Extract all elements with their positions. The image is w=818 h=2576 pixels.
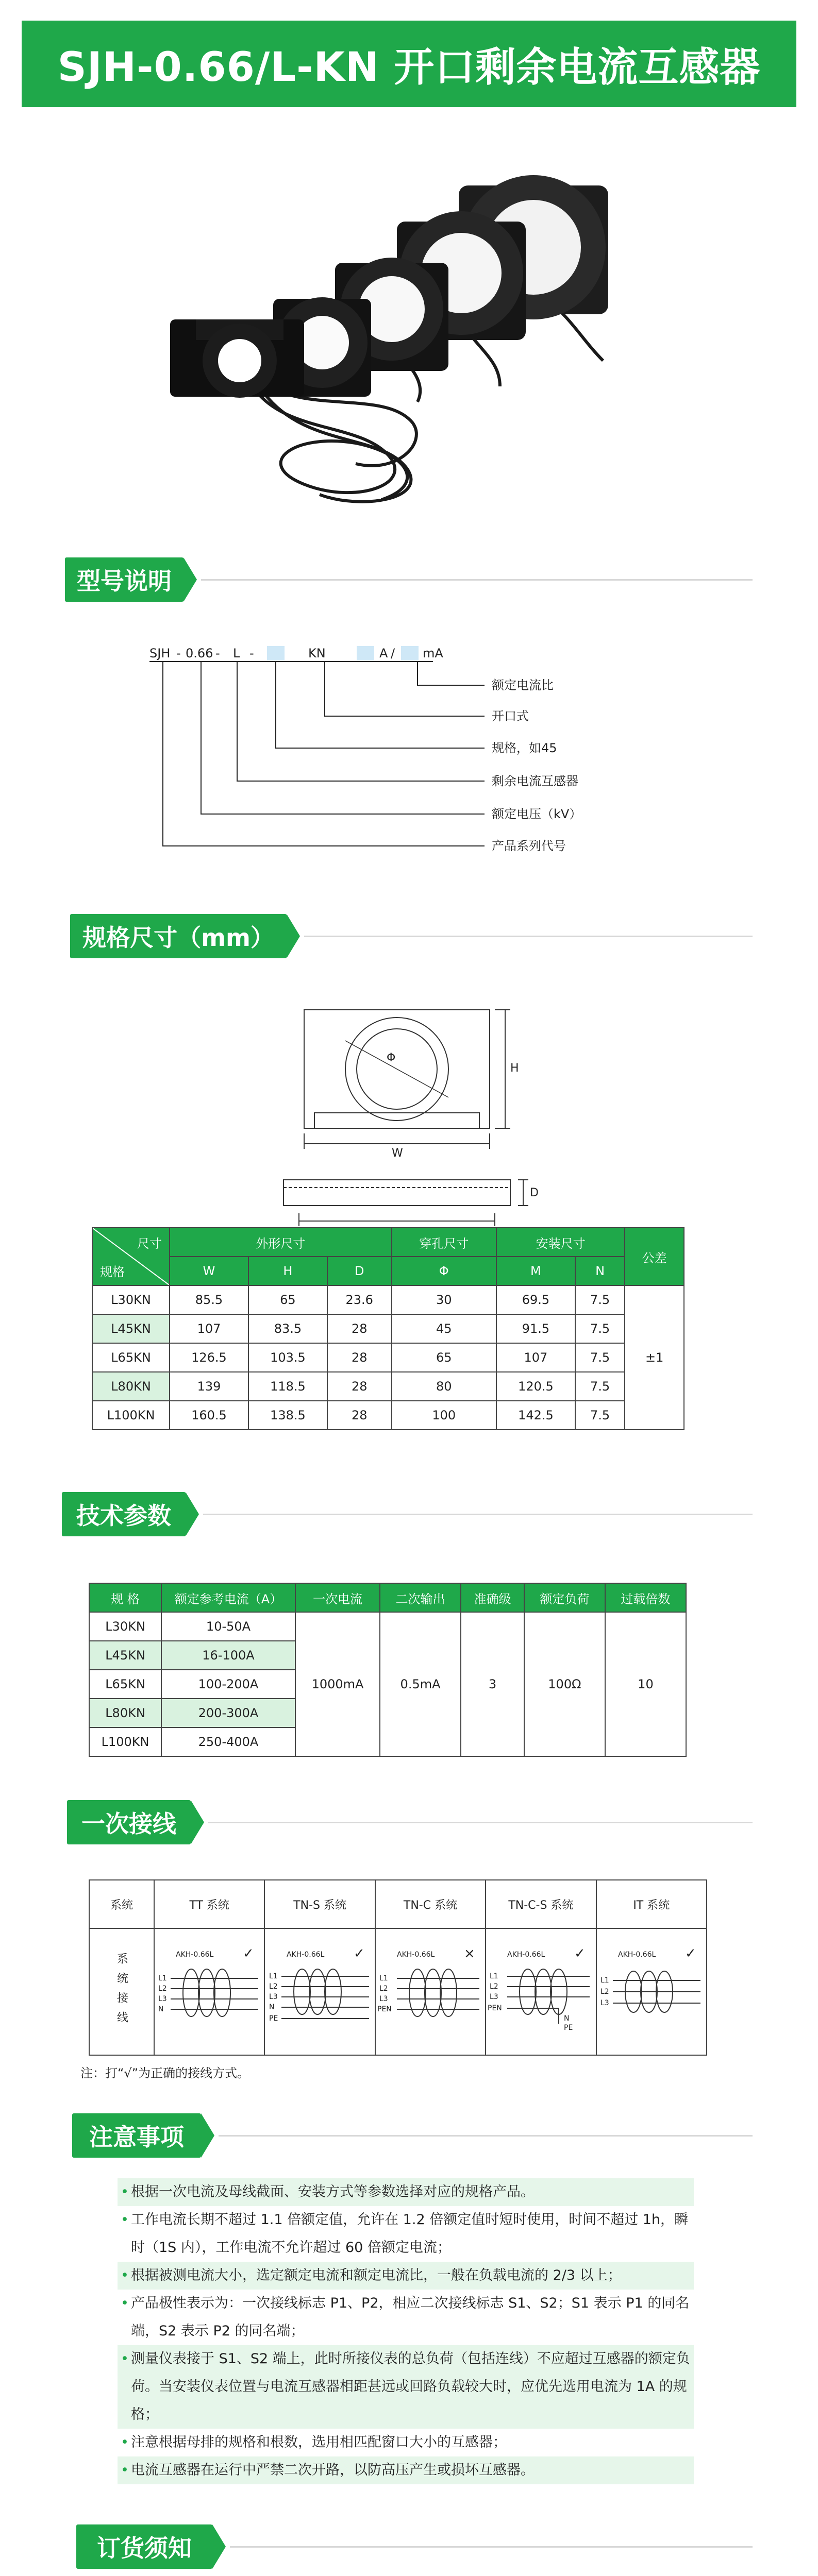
code-label-spec: 规格，如45 xyxy=(492,741,557,755)
tech-burden: 100Ω xyxy=(524,1612,605,1756)
list-item: • 根据一次电流及母线截面、安装方式等参数选择对应的规格产品。 xyxy=(118,2178,694,2206)
table-cell: L65KN xyxy=(92,1343,170,1372)
table-cell: L80KN xyxy=(92,1372,170,1401)
dim-label-phi: Φ xyxy=(387,1052,396,1064)
table-cell: 准确级 xyxy=(461,1583,524,1612)
table-cell: 139 xyxy=(170,1372,248,1401)
table-cell: 118.5 xyxy=(248,1372,327,1401)
title-banner xyxy=(22,21,796,107)
diagram-mark: L3 xyxy=(269,1993,278,2001)
list-item: • 根据被测电流大小，选定额定电流和额定电流比，一般在负载电流的 2/3 以上； xyxy=(118,2262,694,2290)
diagram-mark: L1 xyxy=(158,1974,167,1982)
code-voltage: 0.66 xyxy=(186,646,213,660)
list-item: • 测量仪表接于 S1、S2 端上，此时所接仪表的总负荷（包括连线）不应超过互感器的额定负荷。当安装仪表位置与电流互感器相距甚远或回路负载较大时，应优先选用电流为 1A 的规格； xyxy=(118,2345,694,2429)
table-cell: 85.5 xyxy=(170,1285,248,1314)
table-cell: 91.5 xyxy=(496,1314,575,1343)
table-cell: 二次输出 xyxy=(380,1583,461,1612)
diagram-mark: AKH-0.66L xyxy=(507,1951,545,1959)
wiring-diagram-tt xyxy=(154,1928,264,2055)
table-cell: 7.5 xyxy=(575,1285,625,1314)
table-cell: 160.5 xyxy=(170,1401,248,1430)
section-title-wiring: 一次接线 xyxy=(67,1800,191,1844)
diagram-mark: L2 xyxy=(269,1982,278,1991)
dims-row xyxy=(92,1401,684,1430)
diagram-mark: L3 xyxy=(600,1999,609,2007)
dims-tolerance: ±1 xyxy=(625,1285,684,1430)
list-item: • 电流互感器在运行中严禁二次开路，以防高压产生或损坏互感器。 xyxy=(118,2456,694,2484)
table-cell: 100-200A xyxy=(161,1670,295,1699)
diagram-mark xyxy=(357,646,374,660)
diagram-mark xyxy=(237,662,485,781)
code-label-voltage: 额定电压（kV） xyxy=(492,807,582,821)
wiring-system-tns: TN-S 系统 xyxy=(264,1880,375,1928)
table-cell: 16-100A xyxy=(161,1641,295,1670)
table-cell: 142.5 xyxy=(496,1401,575,1430)
dims-header-mount: 安装尺寸 xyxy=(496,1228,625,1257)
code-label-type: 剩余电流互感器 xyxy=(492,774,578,788)
table-cell: 过载倍数 xyxy=(605,1583,686,1612)
dims-row xyxy=(92,1285,684,1314)
table-cell: 28 xyxy=(327,1314,392,1343)
diagram-mark xyxy=(267,646,285,660)
table-cell: W xyxy=(170,1257,248,1285)
wiring-diagram-tns xyxy=(264,1928,375,2055)
table-cell: 额定参考电流（A） xyxy=(161,1583,295,1612)
notes-list xyxy=(118,2178,694,2484)
section-divider xyxy=(219,2135,753,2137)
table-cell: L100KN xyxy=(92,1401,170,1430)
table-cell: 28 xyxy=(327,1343,392,1372)
table-cell: L30KN xyxy=(92,1285,170,1314)
section-divider xyxy=(304,936,753,937)
wiring-diagram-it xyxy=(596,1928,707,2055)
model-code-diagram xyxy=(144,639,608,886)
table-cell: 7.5 xyxy=(575,1343,625,1372)
table-cell: 规 格 xyxy=(89,1583,161,1612)
section-divider xyxy=(203,1514,753,1515)
diagram-mark xyxy=(276,662,485,748)
diagram-mark: PE xyxy=(269,2014,278,2023)
wiring-system-tt: TT 系统 xyxy=(154,1880,264,1928)
table-cell: 7.5 xyxy=(575,1401,625,1430)
code-label-ratio: 额定电流比 xyxy=(492,678,554,692)
table-cell: L100KN xyxy=(89,1727,161,1756)
table-cell: 126.5 xyxy=(170,1343,248,1372)
wiring-label-system: 系统 xyxy=(89,1880,154,1928)
dimension-drawing xyxy=(268,979,557,1247)
diagram-mark: AKH-0.66L xyxy=(176,1951,214,1959)
table-cell: N xyxy=(575,1257,625,1285)
section-divider xyxy=(201,579,753,581)
table-cell: 103.5 xyxy=(248,1343,327,1372)
diagram-mark: ✓ xyxy=(243,1946,254,1961)
section-title-tech: 技术参数 xyxy=(62,1492,186,1536)
diagram-mark: PE xyxy=(564,2024,573,2032)
code-label-series: 产品系列代号 xyxy=(492,839,566,853)
tech-overload: 10 xyxy=(605,1612,686,1756)
diagram-mark: N xyxy=(158,2005,164,2013)
table-cell: 额定负荷 xyxy=(524,1583,605,1612)
diagram-mark: - xyxy=(249,646,254,660)
list-item: • 产品极性表示为：一次接线标志 P1、P2，相应二次接线标志 S1、S2；S1 表示 P1 的同名端，S2 表示 P2 的同名端； xyxy=(121,2295,690,2339)
table-cell: 65 xyxy=(248,1285,327,1314)
code-open: KN xyxy=(308,646,326,660)
section-title-model: 型号说明 xyxy=(65,557,183,602)
tech-secondary: 0.5mA xyxy=(380,1612,461,1756)
diagram-mark: N xyxy=(564,2014,570,2023)
table-cell: 28 xyxy=(327,1401,392,1430)
diagram-mark: L1 xyxy=(490,1972,499,1980)
table-cell: 120.5 xyxy=(496,1372,575,1401)
diagram-mark xyxy=(268,386,416,466)
table-cell: 一次电流 xyxy=(295,1583,380,1612)
table-cell: L45KN xyxy=(89,1641,161,1670)
diagram-mark: ✓ xyxy=(574,1946,586,1961)
table-cell: 200-300A xyxy=(161,1699,295,1727)
table-cell: 30 xyxy=(392,1285,496,1314)
diagram-mark xyxy=(418,662,485,685)
table-cell: L80KN xyxy=(89,1699,161,1727)
table-cell: 10-50A xyxy=(161,1612,295,1641)
tech-row xyxy=(89,1612,686,1641)
diagram-mark xyxy=(345,1041,448,1097)
diagram-mark: ✓ xyxy=(685,1946,696,1961)
dim-label-h: H xyxy=(510,1062,519,1075)
dims-corner: 尺寸 规格 xyxy=(92,1228,170,1285)
table-cell: 7.5 xyxy=(575,1372,625,1401)
dim-label-w: W xyxy=(392,1147,403,1160)
diagram-mark: PEN xyxy=(377,2005,392,2013)
section-title-dims: 规格尺寸（mm） xyxy=(70,914,287,958)
wiring-table xyxy=(89,1879,707,2056)
table-cell: 45 xyxy=(392,1314,496,1343)
dims-row xyxy=(92,1314,684,1343)
diagram-mark: A xyxy=(379,646,388,660)
diagram-mark: L1 xyxy=(269,1972,278,1980)
table-cell: 100 xyxy=(392,1401,496,1430)
diagram-mark: - xyxy=(215,646,220,660)
dims-table xyxy=(92,1227,685,1430)
page-title: SJH-0.66/L-KN 开口剩余电流互感器 xyxy=(57,44,761,91)
product-photo xyxy=(139,144,634,515)
diagram-mark xyxy=(163,662,485,846)
diagram-mark: ✓ xyxy=(353,1946,365,1961)
dims-header-hole: 穿孔尺寸 xyxy=(392,1228,496,1257)
diagram-mark: L1 xyxy=(379,1974,388,1982)
table-cell: Φ xyxy=(392,1257,496,1285)
dim-label-d: D xyxy=(530,1187,539,1199)
table-cell: 107 xyxy=(496,1343,575,1372)
wiring-system-it: IT 系统 xyxy=(596,1880,707,1928)
diagram-mark xyxy=(325,662,485,716)
tech-primary: 1000mA xyxy=(295,1612,380,1756)
table-cell: 107 xyxy=(170,1314,248,1343)
diagram-mark: L2 xyxy=(600,1988,609,1996)
wiring-note: 注：打“√”为正确的接线方式。 xyxy=(80,2066,250,2080)
diagram-mark: × xyxy=(463,1946,475,1961)
table-cell: 69.5 xyxy=(496,1285,575,1314)
table-cell: 28 xyxy=(327,1372,392,1401)
diagram-mark xyxy=(253,386,407,500)
diagram-mark: PEN xyxy=(488,2004,503,2012)
table-cell: L30KN xyxy=(89,1612,161,1641)
dims-row xyxy=(92,1372,684,1401)
code-series: SJH xyxy=(149,646,171,660)
section-title-order: 订货须知 xyxy=(76,2524,212,2569)
dims-header-tolerance: 公差 xyxy=(625,1228,684,1285)
diagram-mark xyxy=(283,1180,510,1206)
tech-table xyxy=(89,1583,687,1757)
diagram-mark: AKH-0.66L xyxy=(617,1951,656,1959)
wiring-label-connection: 系统接线 xyxy=(89,1928,154,2055)
diagram-mark: L1 xyxy=(600,1976,609,1985)
diagram-mark: N xyxy=(269,2003,275,2011)
dims-row xyxy=(92,1343,684,1372)
diagram-mark: L3 xyxy=(158,1995,167,2003)
wiring-system-tnc: TN-C 系统 xyxy=(375,1880,486,1928)
diagram-mark: L3 xyxy=(490,1993,499,2001)
diagram-mark xyxy=(201,662,485,814)
section-title-notes: 注意事项 xyxy=(72,2113,201,2158)
list-item: • 注意根据母排的规格和根数，选用相匹配窗口大小的互感器； xyxy=(121,2434,507,2450)
table-cell: L65KN xyxy=(89,1670,161,1699)
table-cell: 250-400A xyxy=(161,1727,295,1756)
table-cell: 80 xyxy=(392,1372,496,1401)
table-cell: H xyxy=(248,1257,327,1285)
wiring-diagram-tncs xyxy=(486,1928,596,2055)
diagram-mark: AKH-0.66L xyxy=(396,1951,435,1959)
section-divider xyxy=(230,2546,753,2548)
table-cell: L45KN xyxy=(92,1314,170,1343)
table-cell: 23.6 xyxy=(327,1285,392,1314)
table-cell: 138.5 xyxy=(248,1401,327,1430)
table-cell: 7.5 xyxy=(575,1314,625,1343)
diagram-mark: - xyxy=(176,646,181,660)
table-cell: M xyxy=(496,1257,575,1285)
section-divider xyxy=(208,1822,753,1823)
tech-accuracy: 3 xyxy=(461,1612,524,1756)
diagram-mark: / xyxy=(391,646,395,660)
wiring-system-tncs: TN-C-S 系统 xyxy=(486,1880,596,1928)
diagram-mark: L2 xyxy=(490,1982,499,1991)
diagram-mark xyxy=(401,646,419,660)
table-cell: 65 xyxy=(392,1343,496,1372)
wiring-diagram-tnc xyxy=(375,1928,486,2055)
table-cell: D xyxy=(327,1257,392,1285)
code-label-open: 开口式 xyxy=(492,709,529,723)
diagram-mark: L2 xyxy=(158,1985,167,1993)
diagram-mark xyxy=(218,339,261,382)
diagram-mark: L3 xyxy=(379,1995,388,2003)
diagram-mark: mA xyxy=(423,646,443,660)
code-type: L xyxy=(233,646,240,660)
list-item: • 工作电流长期不超过 1.1 倍额定值，允许在 1.2 倍额定值时短时使用，时间不超过 1h，瞬时（1S 内），工作电流不允许超过 60 倍额定电流； xyxy=(121,2212,689,2256)
dims-header-outline: 外形尺寸 xyxy=(170,1228,392,1257)
table-cell: 83.5 xyxy=(248,1314,327,1343)
diagram-mark: L2 xyxy=(379,1985,388,1993)
diagram-mark: AKH-0.66L xyxy=(286,1951,324,1959)
